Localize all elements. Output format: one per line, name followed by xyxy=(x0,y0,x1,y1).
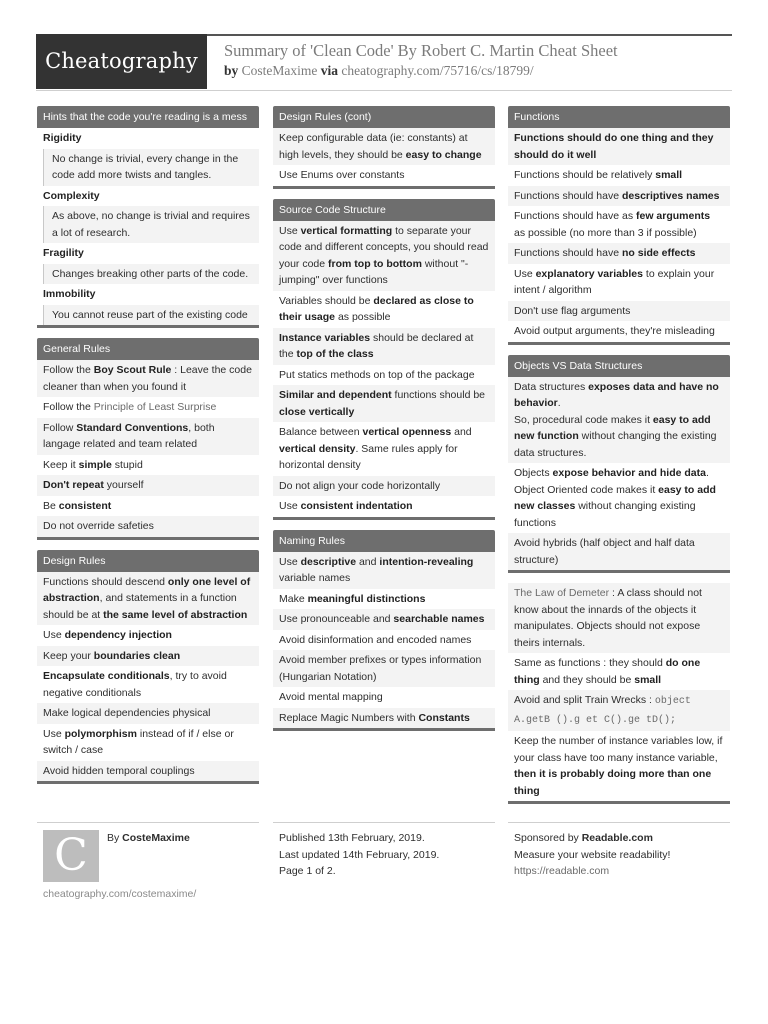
author-link[interactable]: CosteMaxime xyxy=(241,63,318,78)
list-item: Use consistent indentation xyxy=(273,496,495,517)
updated-date: Last updated 14th February, 2019. xyxy=(279,848,440,861)
rows xyxy=(508,377,730,571)
section-footer-rule xyxy=(508,570,730,573)
section-footer-rule xyxy=(37,325,259,328)
list-item: Keep configurable data (ie: constants) at high levels, they should be easy to change xyxy=(273,128,495,165)
list-item: Keep your boundaries clean xyxy=(37,646,259,667)
list-item: Do not align your code horizontally xyxy=(273,476,495,497)
list-item: Encapsulate conditionals, try to avoid negative conditionals xyxy=(37,666,259,703)
list-item: Use vertical formatting to separate your code and different concepts, you should read your code from top to bottom without "-jumping" over functions xyxy=(273,221,495,291)
hint-title: Fragility xyxy=(37,243,259,264)
list-item: Don't use flag arguments xyxy=(508,301,730,322)
section-heading: Design Rules (cont) xyxy=(273,106,495,128)
section-heading: General Rules xyxy=(37,338,259,360)
list-item: Be consistent xyxy=(37,496,259,517)
list-item: Make meaningful distinctions xyxy=(273,589,495,610)
section-heading: Design Rules xyxy=(37,550,259,572)
list-item: Functions should descend only one level of abstraction, and statements in a function should be at the same level of abstraction xyxy=(37,572,259,626)
rows xyxy=(273,128,495,186)
list-item: Put statics methods on top of the package xyxy=(273,365,495,386)
column-3 xyxy=(508,106,730,814)
section-footer-rule xyxy=(508,342,730,345)
page-header xyxy=(36,34,732,90)
list-item: Follow the Principle of Least Surprise xyxy=(37,397,259,418)
section-heading: Naming Rules xyxy=(273,530,495,552)
list-item: Similar and dependent functions should be close vertically xyxy=(273,385,495,422)
hint-body: You cannot reuse part of the existing code xyxy=(43,305,259,326)
rows xyxy=(508,128,730,342)
list-item: Use Enums over constants xyxy=(273,165,495,186)
section-source-code-structure xyxy=(273,199,495,520)
header-divider xyxy=(36,90,732,91)
byline xyxy=(224,63,534,80)
section-heading: Functions xyxy=(508,106,730,128)
list-item: Functions should be relatively small xyxy=(508,165,730,186)
footer-rule xyxy=(508,822,730,823)
sponsor-info xyxy=(514,830,670,880)
hint-title: Complexity xyxy=(37,186,259,207)
code-snippet: object A.getB ().g et C().ge tD(); xyxy=(514,696,691,726)
section-footer-rule xyxy=(37,537,259,540)
list-item: Use descriptive and intention-revealing variable names xyxy=(273,552,495,589)
author-avatar[interactable]: C xyxy=(43,830,99,882)
list-item: Avoid hidden temporal couplings xyxy=(37,761,259,782)
section-hints xyxy=(37,106,259,328)
page-title: Summary of 'Clean Code' By Robert C. Martin Cheat Sheet xyxy=(224,41,618,60)
list-item: Keep the number of instance variables low, if your class have too many instance variable, then it is probably doing more than one thing xyxy=(508,731,730,801)
hint-title: Immobility xyxy=(37,284,259,305)
rows xyxy=(508,583,730,801)
section-design-rules xyxy=(37,550,259,785)
header-top-rule xyxy=(207,34,732,36)
via-word: via xyxy=(320,63,339,78)
hint-body: Changes breaking other parts of the code. xyxy=(43,264,259,285)
list-item: Objects expose behavior and hide data. Object Oriented code makes it easy to add new classes without changing existing functions xyxy=(508,463,730,533)
footer-author-link[interactable]: CosteMaxime xyxy=(122,832,190,844)
list-item: Functions should have no side effects xyxy=(508,243,730,264)
publish-info xyxy=(279,830,439,880)
list-item: Avoid disinformation and encoded names xyxy=(273,630,495,651)
section-footer-rule xyxy=(37,781,259,784)
column-2 xyxy=(273,106,495,741)
published-date: Published 13th February, 2019. xyxy=(279,832,425,844)
list-item: Use dependency injection xyxy=(37,625,259,646)
author-profile-link[interactable]: cheatography.com/costemaxime/ xyxy=(43,888,197,900)
list-item: Variables should be declared as close to their usage as possible xyxy=(273,291,495,328)
list-item: Avoid hybrids (half object and half data structure) xyxy=(508,533,730,570)
sponsor-tagline: Measure your website readability! xyxy=(514,848,671,861)
section-general-rules xyxy=(37,338,259,540)
hint-body: As above, no change is trivial and requires a lot of research. xyxy=(43,206,259,243)
footer-rule xyxy=(37,822,259,823)
rows xyxy=(273,552,495,729)
least-surprise-link[interactable]: Principle of Least Surprise xyxy=(93,401,217,413)
footer-rule xyxy=(273,822,495,823)
section-heading: Source Code Structure xyxy=(273,199,495,221)
list-item: Use pronounceable and searchable names xyxy=(273,609,495,630)
footer-author: By CosteMaxime xyxy=(107,832,190,844)
list-item: Use polymorphism instead of if / else or switch / case xyxy=(37,724,259,761)
list-item: Avoid mental mapping xyxy=(273,687,495,708)
list-item: Instance variables should be declared at the top of the class xyxy=(273,328,495,365)
list-item: Data structures exposes data and have no behavior. So, procedural code makes it easy to add new function without changing the existing data structures. xyxy=(508,377,730,464)
list-item: Don't repeat yourself xyxy=(37,475,259,496)
list-item: Avoid output arguments, they're misleading xyxy=(508,321,730,342)
section-functions xyxy=(508,106,730,345)
section-law-of-demeter xyxy=(508,583,730,804)
by-word: by xyxy=(224,63,239,78)
rows xyxy=(37,572,259,782)
rows xyxy=(37,360,259,537)
section-design-rules-cont xyxy=(273,106,495,189)
column-1 xyxy=(37,106,259,794)
section-footer-rule xyxy=(508,801,730,804)
sponsor-line: Sponsored by Readable.com xyxy=(514,832,653,844)
hint-title: Rigidity xyxy=(37,128,259,149)
list-item: Functions should do one thing and they should do it well xyxy=(508,128,730,165)
cheatography-logo[interactable]: Cheatography xyxy=(36,34,207,89)
law-of-demeter-link[interactable]: The Law of Demeter xyxy=(514,587,610,599)
sheet-url-link[interactable]: cheatography.com/75716/cs/18799/ xyxy=(341,63,534,78)
list-item: Keep it simple stupid xyxy=(37,455,259,476)
section-objects-vs-data xyxy=(508,355,730,574)
section-naming-rules xyxy=(273,530,495,732)
list-item: Functions should have as few arguments as possible (no more than 3 if possible) xyxy=(508,206,730,243)
section-footer-rule xyxy=(273,728,495,731)
list-item: Functions should have descriptives names xyxy=(508,186,730,207)
section-heading: Hints that the code you're reading is a mess xyxy=(37,106,259,128)
section-footer-rule xyxy=(273,186,495,189)
section-heading: Objects VS Data Structures xyxy=(508,355,730,377)
section-footer-rule xyxy=(273,517,495,520)
list-item: Replace Magic Numbers with Constants xyxy=(273,708,495,729)
hint-body: No change is trivial, every change in the code add more twists and tangles. xyxy=(43,149,259,186)
list-item: Make logical dependencies physical xyxy=(37,703,259,724)
list-item: Do not override safeties xyxy=(37,516,259,537)
list-item: The Law of Demeter : A class should not know about the innards of the objects it manipulates. Objects should not expose theirs internals. xyxy=(508,583,730,653)
list-item: Follow Standard Conventions, both langage related and team related xyxy=(37,418,259,455)
list-item: Use explanatory variables to explain your intent / algorithm xyxy=(508,264,730,301)
sponsor-link[interactable]: Readable.com xyxy=(581,832,653,844)
list-item: Avoid and split Train Wrecks : object A.getB ().g et C().ge tD(); xyxy=(508,690,730,731)
list-item: Balance between vertical openness and vertical density. Same rules apply for horizontal density xyxy=(273,422,495,476)
list-item: Same as functions : they should do one thing and they should be small xyxy=(508,653,730,690)
list-item: Follow the Boy Scout Rule : Leave the code cleaner than when you found it xyxy=(37,360,259,397)
page-number: Page 1 of 2. xyxy=(279,865,336,877)
sponsor-url-link[interactable]: https://readable.com xyxy=(514,865,610,877)
rows xyxy=(273,221,495,517)
list-item: Avoid member prefixes or types information (Hungarian Notation) xyxy=(273,650,495,687)
